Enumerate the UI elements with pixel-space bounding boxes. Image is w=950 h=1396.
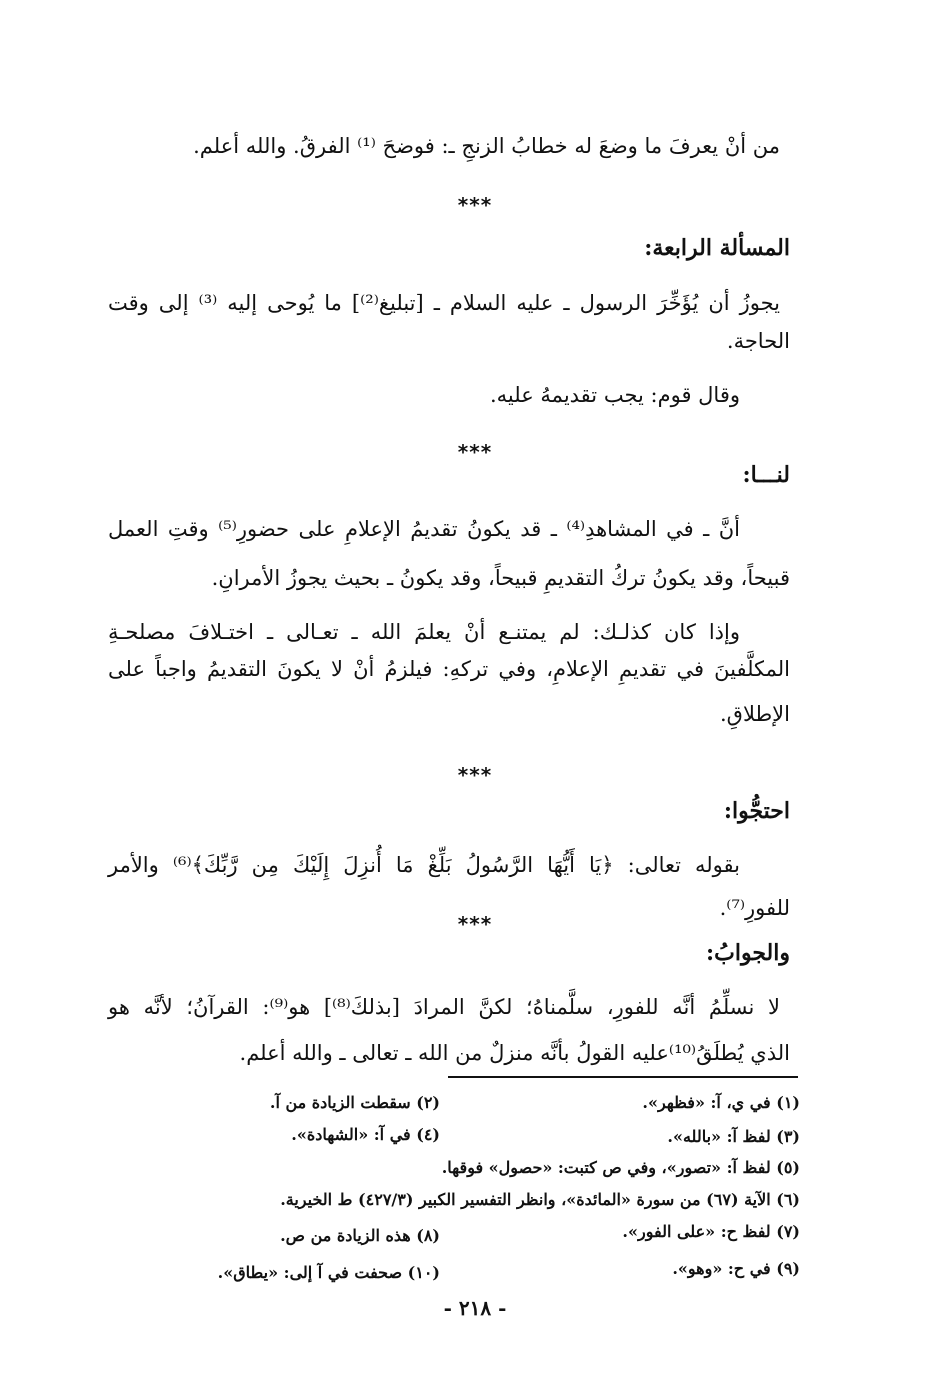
footnote: (١٠) صحفت في آ إلى: «يطاق». bbox=[217, 1263, 440, 1282]
body-line: وإذا كان كذلـك: لم يمتنـع أنْ يعلمَ الله ـ تعـالى ـ اختـلافَ مصلحـةِ bbox=[108, 620, 740, 644]
section-separator: *** bbox=[457, 912, 493, 936]
body-line: المكلَّفينَ في تقديمِ الإعلامِ، وفي تركهِ: فيلزمُ أنْ لا يكونَ التقديمُ واجباً على bbox=[108, 657, 790, 681]
footnote: (٤) في آ: «الشهادة». bbox=[291, 1125, 440, 1144]
section-heading: احتجُّوا: bbox=[723, 798, 790, 824]
footnote: (١) في ي، آ: «فظهر». bbox=[642, 1093, 800, 1112]
section-separator: *** bbox=[457, 193, 493, 217]
section-heading: المسألة الرابعة: bbox=[644, 235, 790, 261]
body-line: وقال قوم: يجب تقديمهُ عليه. bbox=[489, 383, 740, 407]
body-line: أنَّ ـ في المشاهدِ⁽⁴⁾ ـ قد يكونُ تقديمُ الإعلامِ على حضورِ⁽⁵⁾ وقتِ العمل bbox=[108, 517, 740, 541]
body-line: بقوله تعالى: ﴿يَا أَيُّهَا الرَّسُولُ بَلِّغْ مَا أُنزِلَ إِلَيْكَ مِن رَّبِّكَ﴾⁽⁶⁾ والأمر bbox=[108, 853, 740, 877]
body-line: لا نسلِّمُ أنَّه للفورِ، سلَّمناهُ؛ لكنَّ المرادَ [بذلكَ⁽⁸⁾] هو⁽⁹⁾: القرآنُ؛ لأنَّه هو bbox=[108, 995, 781, 1019]
body-line: للفورِ⁽⁷⁾. bbox=[719, 896, 790, 920]
section-separator: *** bbox=[457, 440, 493, 464]
footnote: (٩) في ح: «وهو». bbox=[672, 1259, 800, 1278]
footnote: (٦) الآية (٦٧) من سورة «المائدة»، وانظر التفسير الكبير (٤٢٧/٣) ط الخيرية. bbox=[280, 1190, 800, 1209]
footnote-divider bbox=[448, 1076, 798, 1078]
body-line: قبيحاً، وقد يكونُ تركُ التقديمِ قبيحاً، وقد يكونُ ـ بحيث يجوزُ الأمرانِ. bbox=[211, 566, 790, 590]
footnote: (٥) لفظ آ: «تصور»، وفي ص كتبت: «حصول» فوقها. bbox=[441, 1158, 800, 1177]
section-heading: والجوابُ: bbox=[706, 940, 790, 966]
footnote: (٧) لفظ ح: «على الفور». bbox=[622, 1222, 800, 1241]
body-line: من أنْ يعرفَ ما وضعَ له خطابُ الزنجِ ـ: فوضحَ ⁽¹⁾ الفرقُ. والله أعلم. bbox=[193, 134, 780, 158]
footnote: (٨) هذه الزيادة من ص. bbox=[280, 1226, 440, 1245]
section-separator: *** bbox=[457, 763, 493, 787]
body-line: يجوزُ أن يُؤَخِّرَ الرسول ـ عليه السلام ـ [تبليغ⁽²⁾] ما يُوحى إليه ⁽³⁾ إلى وقت bbox=[108, 291, 780, 315]
footnote: (٣) لفظ آ: «بالله». bbox=[667, 1127, 800, 1146]
body-line: الإطلاقِ. bbox=[719, 702, 790, 726]
body-line: الحاجة. bbox=[726, 329, 790, 353]
body-line: الذي يُطلَقُ⁽¹⁰⁾عليه القولُ بأنَّه منزلٌ من الله ـ تعالى ـ والله أعلم. bbox=[239, 1041, 790, 1065]
section-heading: لنـــا: bbox=[742, 462, 790, 488]
page-number: - ٢١٨ - bbox=[443, 1296, 507, 1320]
footnote: (٢) سقطت الزيادة من آ. bbox=[269, 1093, 440, 1112]
